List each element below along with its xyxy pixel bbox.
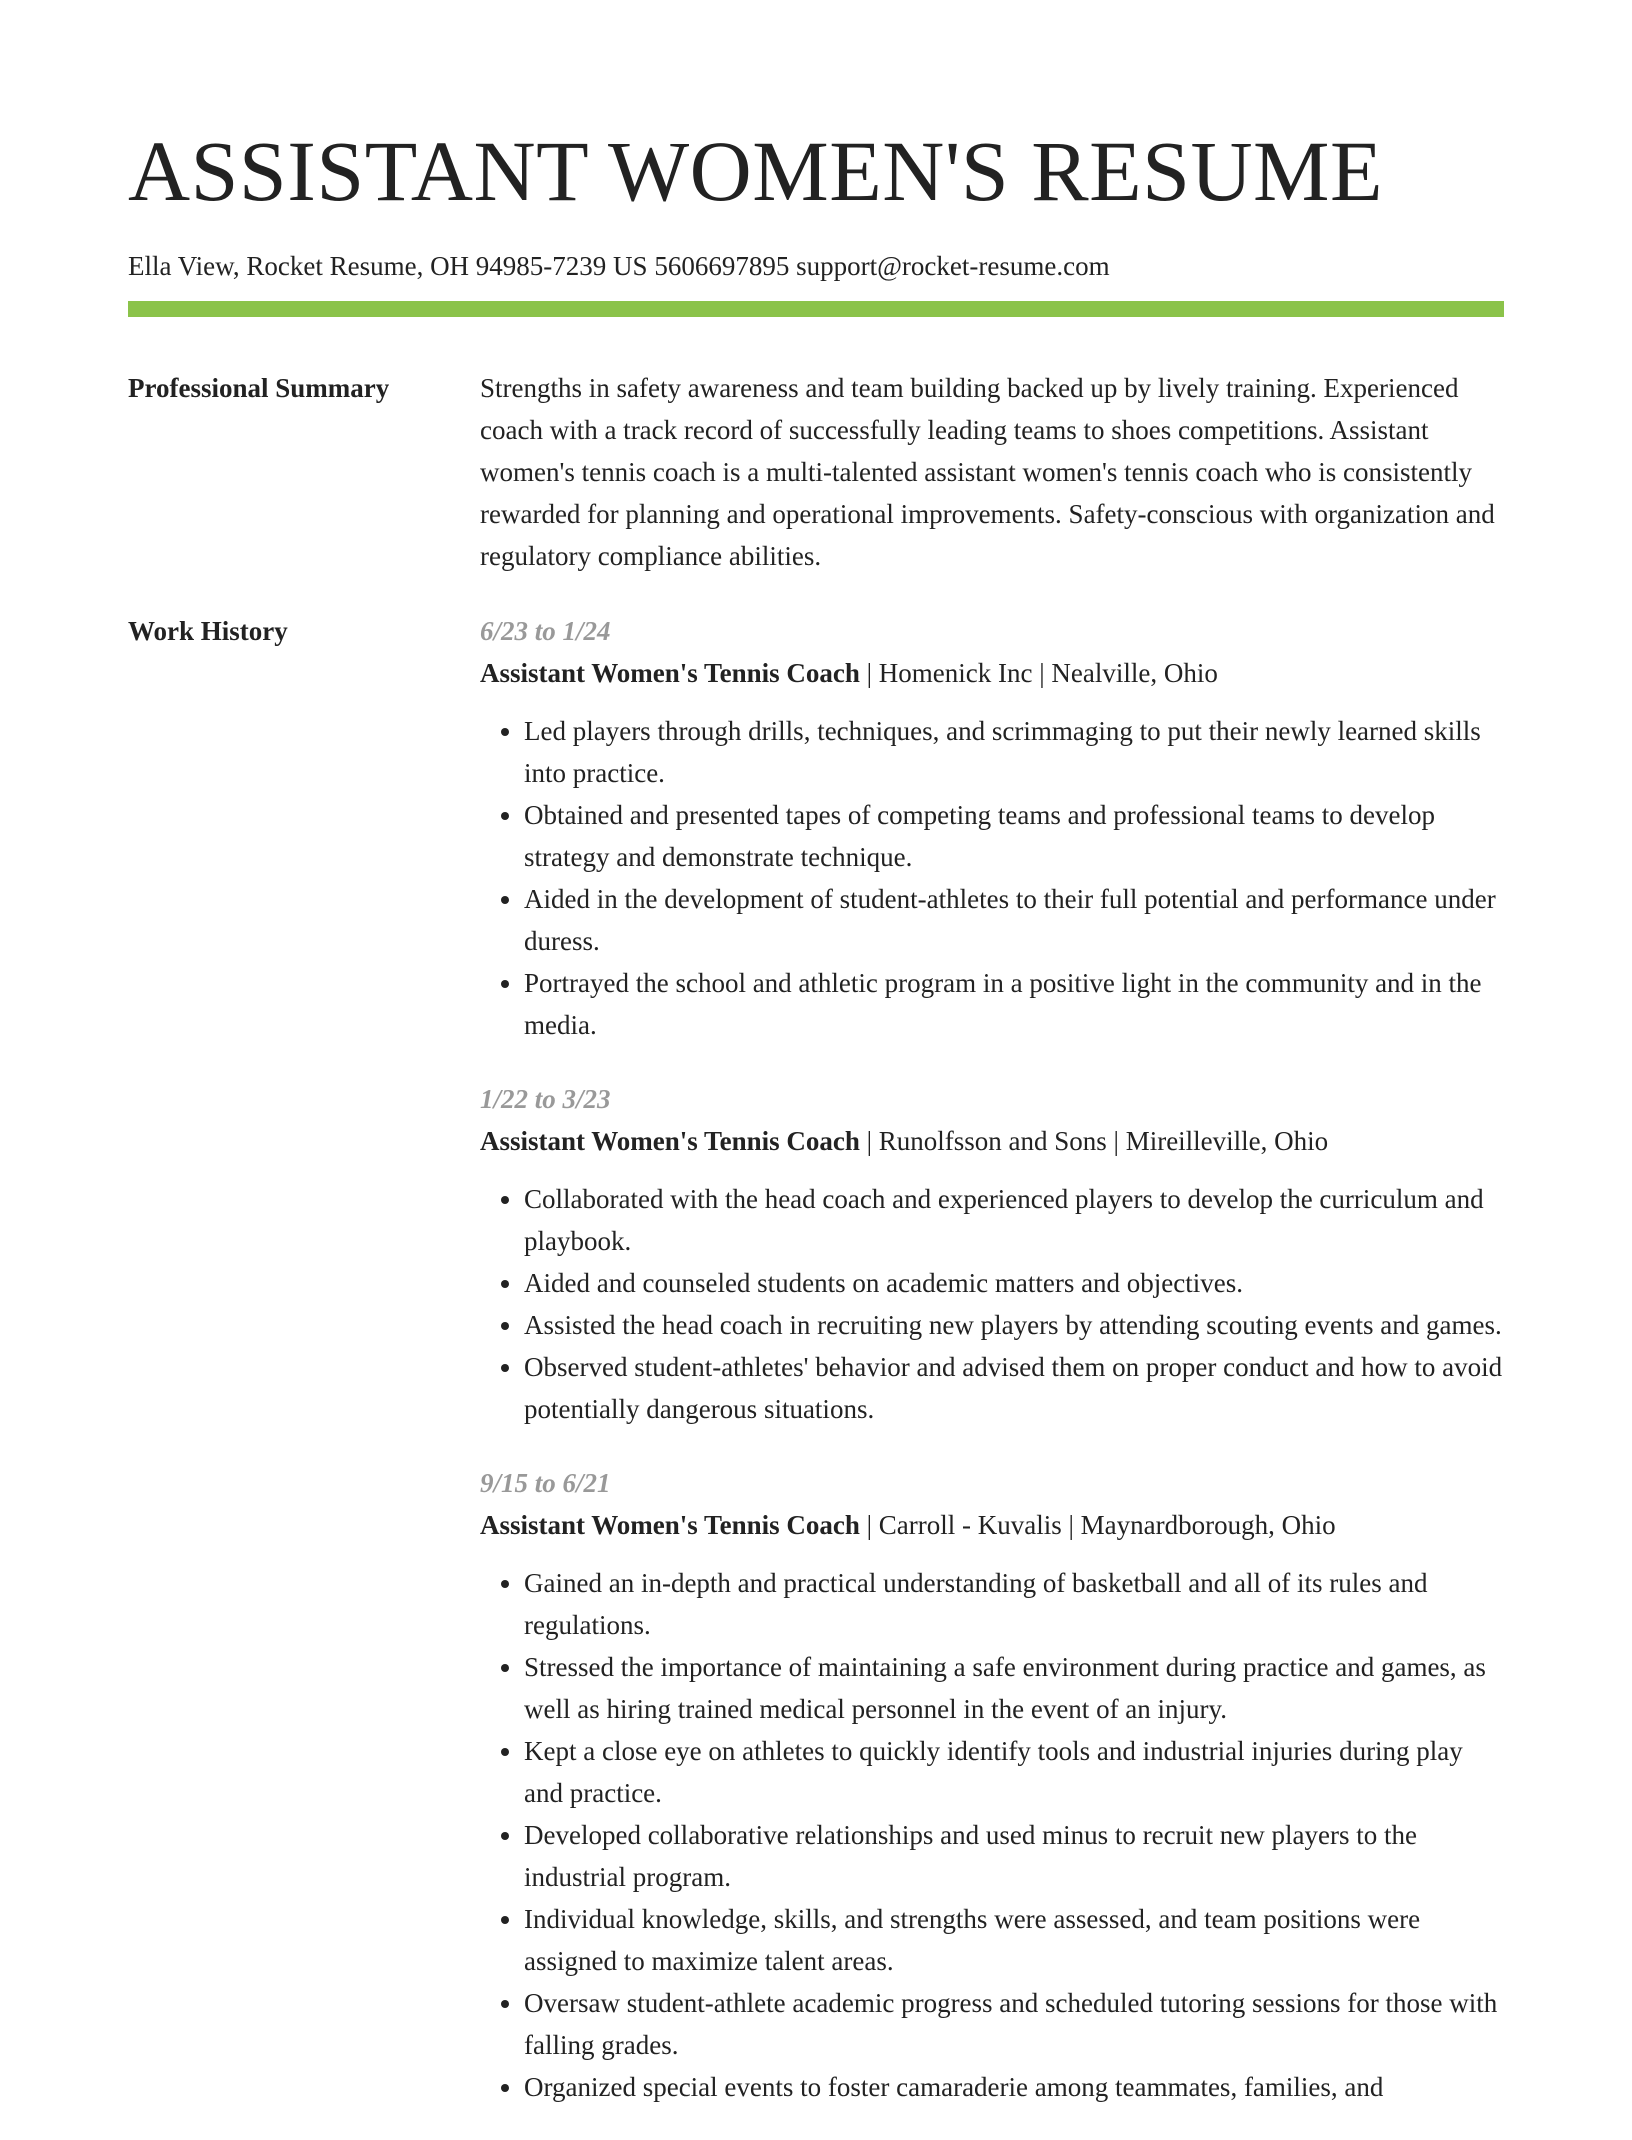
job-bullet: • Led players through drills, techniques, and scrimmaging to put their newly learned skills into practice. [524, 710, 1504, 794]
job-bullet: • Obtained and presented tapes of competing teams and professional teams to develop strategy and demonstrate technique. [524, 794, 1504, 878]
header-divider [128, 301, 1504, 317]
job-bullets [480, 1562, 1504, 2108]
work-history-body [480, 610, 1504, 2140]
job-bullet: • Developed collaborative relationships and used minus to recruit new players to the industrial program. [524, 1814, 1504, 1898]
contact-info: Ella View, Rocket Resume, OH 94985-7239 US 5606697895 support@rocket-resume.com [128, 251, 1110, 281]
job-heading [480, 1504, 1504, 1546]
job-bullet: • Assisted the head coach in recruiting new players by attending scouting events and games. [524, 1304, 1504, 1346]
job-bullet: • Aided in the development of student-athletes to their full potential and performance under duress. [524, 878, 1504, 962]
job-dates: 9/15 to 6/21 [480, 1468, 611, 1498]
job-bullet: • Oversaw student-athlete academic progress and scheduled tutoring sessions for those with falling grades. [524, 1982, 1504, 2066]
work-history-section [128, 610, 1504, 2140]
job-bullet: • Aided and counseled students on academic matters and objectives. [524, 1262, 1504, 1304]
job-bullet: • Kept a close eye on athletes to quickly identify tools and industrial injuries during play and practice. [524, 1730, 1504, 1814]
resume-title: ASSISTANT WOMEN'S RESUME [128, 123, 1384, 219]
job-bullet: • Organized special events to foster camaraderie among teammates, families, and [524, 2066, 1504, 2108]
job-details: | Homenick Inc | Nealville, Ohio [859, 658, 1218, 688]
job-title: Assistant Women's Tennis Coach [480, 1126, 860, 1156]
job-heading [480, 652, 1504, 694]
job-bullets [480, 710, 1504, 1046]
resume-page [128, 0, 1504, 2140]
job-dates: 6/23 to 1/24 [480, 616, 611, 646]
job-bullet: • Stressed the importance of maintaining a safe environment during practice and games, as well as hiring trained medical personnel in the event of an injury. [524, 1646, 1504, 1730]
job-title: Assistant Women's Tennis Coach [480, 1510, 860, 1540]
job-details: | Runolfsson and Sons | Mireilleville, Ohio [859, 1126, 1329, 1156]
section-label-summary: Professional Summary [128, 373, 390, 403]
job-heading [480, 1120, 1504, 1162]
job-entry [480, 1078, 1504, 1430]
job-bullet: • Observed student-athletes' behavior and advised them on proper conduct and how to avoid potentially dangerous situations. [524, 1346, 1504, 1430]
job-bullet: • Collaborated with the head coach and experienced players to develop the curriculum and playbook. [524, 1178, 1504, 1262]
job-title: Assistant Women's Tennis Coach [480, 658, 860, 688]
summary-text: Strengths in safety awareness and team building backed up by lively training. Experienced coach with a track record of successfully leading teams to shoes competitions. Assistant women's tennis coach is a multi-talented assistant women's tennis coach who is consistently rewarded for planning and operational improvements. Safety-conscious with organization and regulatory compliance abilities. [480, 373, 1495, 571]
job-bullet: • Portrayed the school and athletic program in a positive light in the community and in the media. [524, 962, 1504, 1046]
job-entry [480, 610, 1504, 1046]
job-entry [480, 1462, 1504, 2108]
job-bullet: • Individual knowledge, skills, and strengths were assessed, and team positions were assigned to maximize talent areas. [524, 1898, 1504, 1982]
section-label-work: Work History [128, 616, 288, 646]
job-bullet: • Gained an in-depth and practical understanding of basketball and all of its rules and regulations. [524, 1562, 1504, 1646]
professional-summary-section [128, 367, 1504, 577]
job-dates: 1/22 to 3/23 [480, 1084, 611, 1114]
job-bullets [480, 1178, 1504, 1430]
job-details: | Carroll - Kuvalis | Maynardborough, Ohio [859, 1510, 1336, 1540]
summary-body [480, 367, 1504, 577]
